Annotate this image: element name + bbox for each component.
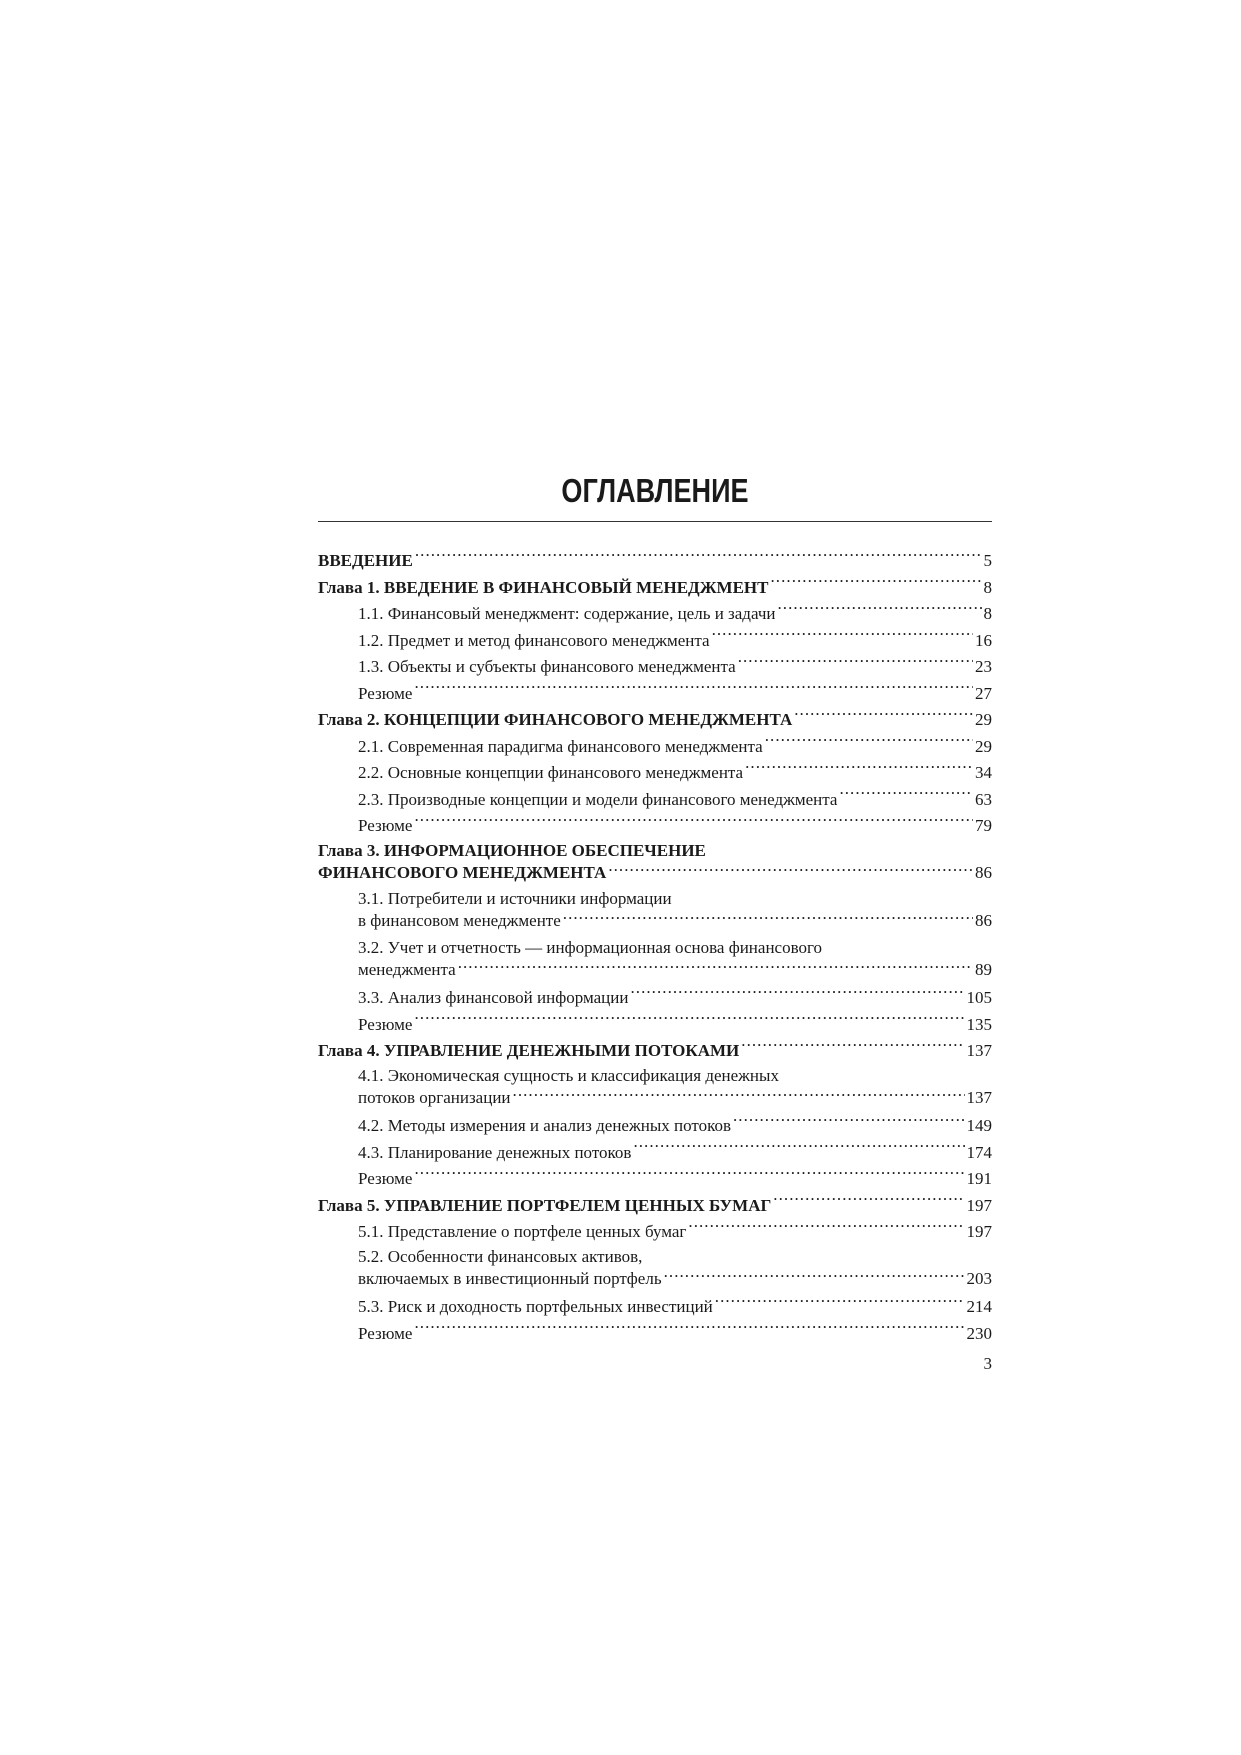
toc-entry-section-1-1[interactable] <box>318 601 992 628</box>
toc-page-number: 27 <box>975 683 992 703</box>
toc-label: Глава 1. ВВЕДЕНИЕ В ФИНАНСОВЫЙ МЕНЕДЖМЕНТ <box>318 577 769 597</box>
toc-label-line-2: включаемых в инвестиционный портфель <box>358 1268 662 1288</box>
toc-label: Резюме <box>358 1014 413 1034</box>
toc-entry-section-5-1[interactable] <box>318 1219 992 1246</box>
toc-label-line-2: в финансовом менеджменте <box>358 911 561 930</box>
toc-entry-section-5-2[interactable] <box>318 1246 992 1295</box>
toc-page-number: 214 <box>966 1297 992 1316</box>
dot-leader <box>738 655 973 672</box>
toc-label: 2.1. Современная парадигма финансового менеджмента <box>358 736 763 756</box>
toc-page-number: 34 <box>975 763 992 782</box>
toc-page-number: 86 <box>975 911 992 930</box>
toc-label: Резюме <box>358 683 413 703</box>
toc-page-number: 63 <box>975 789 992 809</box>
dot-leader <box>771 576 982 593</box>
toc-entry-section-4-3[interactable] <box>318 1140 992 1167</box>
toc-label: Резюме <box>358 1169 413 1188</box>
toc-label-line-2: потоков организации <box>358 1087 511 1107</box>
page-number: 3 <box>983 1354 992 1373</box>
dot-leader <box>415 549 982 566</box>
toc-label: 2.2. Основные концепции финансового менеджмента <box>358 763 744 782</box>
dot-leader <box>414 1167 964 1184</box>
toc-page-number: 197 <box>966 1222 992 1241</box>
toc-entry-section-1-3[interactable] <box>318 654 992 681</box>
dot-leader <box>664 1267 965 1284</box>
toc-label: Глава 2. КОНЦЕПЦИИ ФИНАНСОВОГО МЕНЕДЖМЕНТА <box>318 710 793 729</box>
toc-label-line-2: менеджмента <box>358 959 456 979</box>
toc-entry-summary-1[interactable] <box>318 681 992 708</box>
toc-label: Резюме <box>358 816 413 835</box>
toc-label: 5.3. Риск и доходность портфельных инвестиций <box>358 1297 713 1316</box>
toc-page-number: 203 <box>966 1268 992 1288</box>
toc-label: Глава 4. УПРАВЛЕНИЕ ДЕНЕЖНЫМИ ПОТОКАМИ <box>318 1041 740 1060</box>
toc-entry-section-4-2[interactable] <box>318 1113 992 1140</box>
dot-leader <box>513 1086 965 1103</box>
toc-entry-chapter-3[interactable] <box>318 840 992 889</box>
dot-leader <box>414 1322 964 1339</box>
toc-entry-intro[interactable] <box>318 548 992 575</box>
toc-entry-section-2-2[interactable] <box>318 760 992 787</box>
toc-page-number: 137 <box>966 1041 992 1060</box>
toc-entry-section-3-3[interactable] <box>318 985 992 1012</box>
toc-page-number: 29 <box>975 710 992 729</box>
toc-entry-chapter-5[interactable] <box>318 1193 992 1220</box>
dot-leader <box>839 788 973 805</box>
toc-label: 3.3. Анализ финансовой информации <box>358 988 629 1007</box>
toc-label-line-1: 4.1. Экономическая сущность и классификация денежных <box>358 1065 779 1085</box>
toc-entry-section-4-1[interactable] <box>318 1065 992 1114</box>
dot-leader <box>414 814 973 831</box>
toc-label: 4.2. Методы измерения и анализ денежных потоков <box>358 1116 731 1135</box>
toc-entry-chapter-1[interactable] <box>318 575 992 602</box>
toc-page-number: 174 <box>966 1142 992 1162</box>
toc-page-number: 191 <box>966 1169 992 1188</box>
toc-label: 1.2. Предмет и метод финансового менеджмента <box>358 630 710 650</box>
toc-label-line-1: 3.1. Потребители и источники информации <box>358 889 672 908</box>
dot-leader <box>733 1114 965 1131</box>
toc-page-number: 89 <box>975 959 992 979</box>
toc-page-number: 230 <box>966 1323 992 1343</box>
toc-label: 1.3. Объекты и субъекты финансового менеджмента <box>358 657 736 676</box>
toc-label-line-2: ФИНАНСОВОГО МЕНЕДЖМЕНТА <box>318 862 607 882</box>
dot-leader <box>633 1141 964 1158</box>
dot-leader <box>712 629 973 646</box>
toc-entry-chapter-4[interactable] <box>318 1038 992 1065</box>
toc-label: 1.1. Финансовый менеджмент: содержание, цель и задачи <box>358 604 776 623</box>
toc-label-line-1: 5.2. Особенности финансовых активов, <box>358 1246 643 1266</box>
toc-entry-summary-4[interactable] <box>318 1166 992 1193</box>
toc-entry-summary-2[interactable] <box>318 813 992 840</box>
toc-label: Глава 5. УПРАВЛЕНИЕ ПОРТФЕЛЕМ ЦЕННЫХ БУМАГ <box>318 1195 772 1215</box>
toc-page-number: 23 <box>975 657 992 676</box>
dot-leader <box>458 958 973 975</box>
toc-page-number: 8 <box>983 604 992 623</box>
toc-label: 4.3. Планирование денежных потоков <box>358 1142 632 1162</box>
toc-entry-chapter-2[interactable] <box>318 707 992 734</box>
toc-page-number: 135 <box>966 1014 992 1034</box>
dot-leader <box>630 986 964 1003</box>
toc-label: ВВЕДЕНИЕ <box>318 551 413 570</box>
table-of-contents <box>318 548 992 1347</box>
toc-entry-section-5-3[interactable] <box>318 1294 992 1321</box>
dot-leader <box>414 682 973 699</box>
toc-entry-section-1-2[interactable] <box>318 628 992 655</box>
toc-entry-section-2-1[interactable] <box>318 734 992 761</box>
toc-entry-section-3-1[interactable] <box>318 888 992 937</box>
toc-page-number: 16 <box>975 630 992 650</box>
toc-entry-section-2-3[interactable] <box>318 787 992 814</box>
dot-leader <box>745 761 973 778</box>
toc-entry-summary-3[interactable] <box>318 1012 992 1039</box>
toc-page-number: 79 <box>975 816 992 835</box>
toc-label: 5.1. Представление о портфеле ценных бумаг <box>358 1222 687 1241</box>
toc-entry-section-3-2[interactable] <box>318 937 992 986</box>
title-rule <box>318 521 992 522</box>
toc-label: 2.3. Производные концепции и модели финансового менеджмента <box>358 789 838 809</box>
dot-leader <box>414 1013 964 1030</box>
page-title: ОГЛАВЛЕНИЕ <box>561 472 749 509</box>
toc-label-line-1: 3.2. Учет и отчетность — информационная основа финансового <box>358 937 823 957</box>
toc-entry-summary-5[interactable] <box>318 1321 992 1348</box>
toc-label-line-1: Глава 3. ИНФОРМАЦИОННОЕ ОБЕСПЕЧЕНИЕ <box>318 840 706 860</box>
toc-page-number: 149 <box>966 1116 992 1135</box>
dot-leader <box>777 602 981 619</box>
toc-page-number: 197 <box>966 1195 992 1215</box>
toc-page-number: 105 <box>966 988 992 1007</box>
dot-leader <box>794 708 973 725</box>
toc-label: Резюме <box>358 1323 413 1343</box>
toc-page-number: 86 <box>975 862 992 882</box>
toc-page-number: 137 <box>966 1087 992 1107</box>
dot-leader <box>765 735 973 752</box>
dot-leader <box>688 1220 964 1237</box>
toc-page-number: 29 <box>975 736 992 756</box>
toc-page-number: 8 <box>983 577 992 597</box>
dot-leader <box>773 1194 964 1211</box>
dot-leader <box>741 1039 964 1056</box>
dot-leader <box>563 909 973 926</box>
dot-leader <box>608 861 973 878</box>
dot-leader <box>715 1295 965 1312</box>
toc-page-number: 5 <box>983 551 992 570</box>
